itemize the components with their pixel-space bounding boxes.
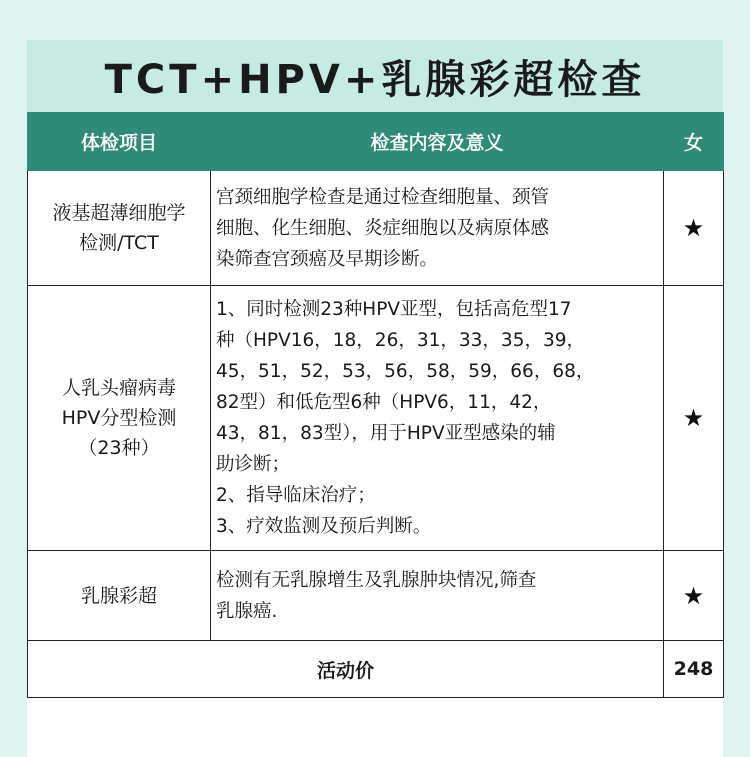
- package-table: [27, 112, 724, 698]
- table-row: [28, 171, 724, 286]
- item-name-line: 人乳头瘤病毒: [61, 377, 176, 399]
- table-row: [28, 551, 724, 641]
- description-line: 82型）和低危型6种（HPV6，11，42，: [216, 392, 552, 413]
- table-header-row: [28, 113, 724, 171]
- item-name-line: 乳腺彩超: [80, 584, 157, 607]
- item-name-line: 液基超薄细胞学: [52, 202, 186, 224]
- item-name-line: 检测/TCT: [79, 232, 159, 254]
- price-value: 248: [664, 641, 724, 698]
- description-line: 1、同时检测23种HPV亚型，包括高危型17: [216, 299, 572, 320]
- item-description-cell: [211, 171, 664, 286]
- table-row: [28, 286, 724, 551]
- description-line: 细胞、化生细胞、炎症细胞以及病原体感: [216, 217, 550, 239]
- title-bar: [27, 40, 723, 112]
- star-icon: ★: [664, 551, 724, 641]
- page-title: TCT+HPV+乳腺彩超检查: [104, 56, 646, 103]
- item-description-cell: [211, 551, 664, 641]
- description-line: 染筛查宫颈癌及早期诊断。: [216, 248, 439, 270]
- item-name-line: HPV分型检测: [61, 407, 177, 429]
- header-female: 女: [664, 113, 724, 171]
- star-icon: ★: [664, 286, 724, 551]
- item-description-cell: [211, 286, 664, 551]
- item-name-line: （23种）: [78, 437, 160, 459]
- description-line: 助诊断；: [216, 454, 291, 475]
- description-line: 2、指导临床治疗；: [216, 485, 376, 506]
- price-row: [28, 641, 724, 698]
- item-name-cell: [28, 551, 211, 641]
- description-line: 43，81，83型），用于HPV亚型感染的辅: [216, 423, 556, 444]
- description-line: 3、疗效监测及预后判断。: [216, 516, 432, 537]
- item-name-cell: [28, 286, 211, 551]
- description-line: 检测有无乳腺增生及乳腺肿块情况,筛查: [216, 569, 537, 591]
- header-content: 检查内容及意义: [211, 113, 664, 171]
- description-line: 45，51，52，53，56，58，59，66，68，: [216, 361, 595, 382]
- price-label: 活动价: [28, 641, 664, 698]
- item-name-cell: [28, 171, 211, 286]
- description-line: 种（HPV16，18，26，31，33，35，39，: [216, 330, 586, 351]
- description-line: 乳腺癌.: [216, 600, 278, 622]
- header-item: 体检项目: [28, 113, 211, 171]
- star-icon: ★: [664, 171, 724, 286]
- description-line: 宫颈细胞学检查是通过检查细胞量、颈管: [216, 186, 550, 208]
